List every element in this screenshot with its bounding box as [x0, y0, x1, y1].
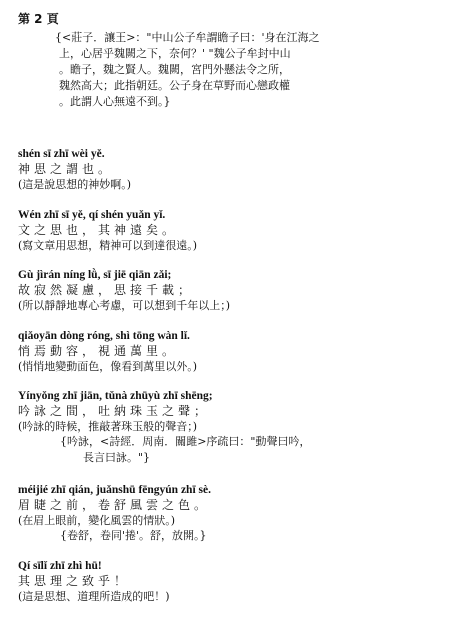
chinese-line: 文之思也，其神遠矣。 [18, 223, 179, 237]
pinyin-line: shén sī zhī wèi yě. [18, 148, 105, 160]
pinyin-line: Qí sīlǐ zhī zhì hū! [18, 560, 102, 572]
translation-line: (寫文章用思想，精神可以到達很遠。) [18, 239, 198, 252]
annotation-line: 長言曰詠。"} [83, 451, 151, 464]
verse-entry [18, 208, 438, 253]
annotation-line: {<莊子．讓王>："中山公子牟謂瞻子曰：'身在江海之 [55, 31, 320, 44]
pinyin-line: méijié zhī qián, juǎnshū fēngyún zhī sè. [18, 484, 211, 496]
pinyin-line: qiǎoyān dòng róng, shì tōng wàn lǐ. [18, 330, 190, 342]
annotation-line: 。此謂人心無遠不到。} [59, 95, 171, 108]
chinese-line: 神思之謂也。 [18, 162, 115, 176]
translation-line: (這是思想、道理所造成的吧！) [18, 590, 170, 603]
verse-entry [18, 147, 438, 192]
intro-annotation [55, 30, 440, 110]
verse-entry [18, 268, 438, 313]
annotation-line: 。瞻子，魏之賢人。魏闕，宮門外懸法令之所， [59, 63, 290, 76]
verse-entry [18, 329, 438, 374]
pinyin-line: Yínyǒng zhī jiān, tǔnà zhūyù zhī shēng; [18, 390, 213, 402]
verse-entry [18, 483, 438, 544]
page-number: 第 2 頁 [18, 12, 59, 26]
translation-line: (悄悄地變動面色，像看到萬里以外。) [18, 360, 198, 373]
annotation-line: 魏然高大；此指朝廷。公子身在草野而心戀政權 [59, 79, 290, 92]
chinese-line: 吟詠之間，吐納珠玉之聲； [18, 404, 211, 418]
verse-entry [18, 389, 438, 466]
translation-line: (這是說思想的神妙啊。) [18, 178, 132, 191]
translation-line: (吟詠的時候，推敲著珠玉般的聲音；) [18, 420, 198, 433]
translation-line: (在眉上眼前，變化風雲的情狀。) [18, 514, 176, 527]
chinese-line: 其思理之致乎！ [18, 574, 131, 588]
chinese-line: 悄焉動容，視通萬里。 [18, 344, 179, 358]
annotation-line: 上，心居乎魏闕之下，奈何？' "魏公子牟封中山 [59, 47, 291, 60]
chinese-line: 故寂然凝慮，思接千載； [18, 283, 195, 297]
pinyin-line: Wén zhī sī yě, qí shén yuǎn yǐ. [18, 209, 166, 221]
pinyin-line: Gù jìrán níng lǜ, sī jiē qiān zǎi; [18, 269, 172, 281]
annotation-line: {吟詠，<詩經．周南．關雎>序疏曰："動聲曰吟， [60, 435, 311, 448]
chinese-line: 眉睫之前，卷舒風雲之色。 [18, 498, 211, 512]
translation-line: (所以靜靜地專心考慮，可以想到千年以上；) [18, 299, 231, 312]
verse-entry [18, 559, 438, 604]
annotation-line: {卷舒，卷同'捲'。舒，放開。} [60, 529, 207, 542]
